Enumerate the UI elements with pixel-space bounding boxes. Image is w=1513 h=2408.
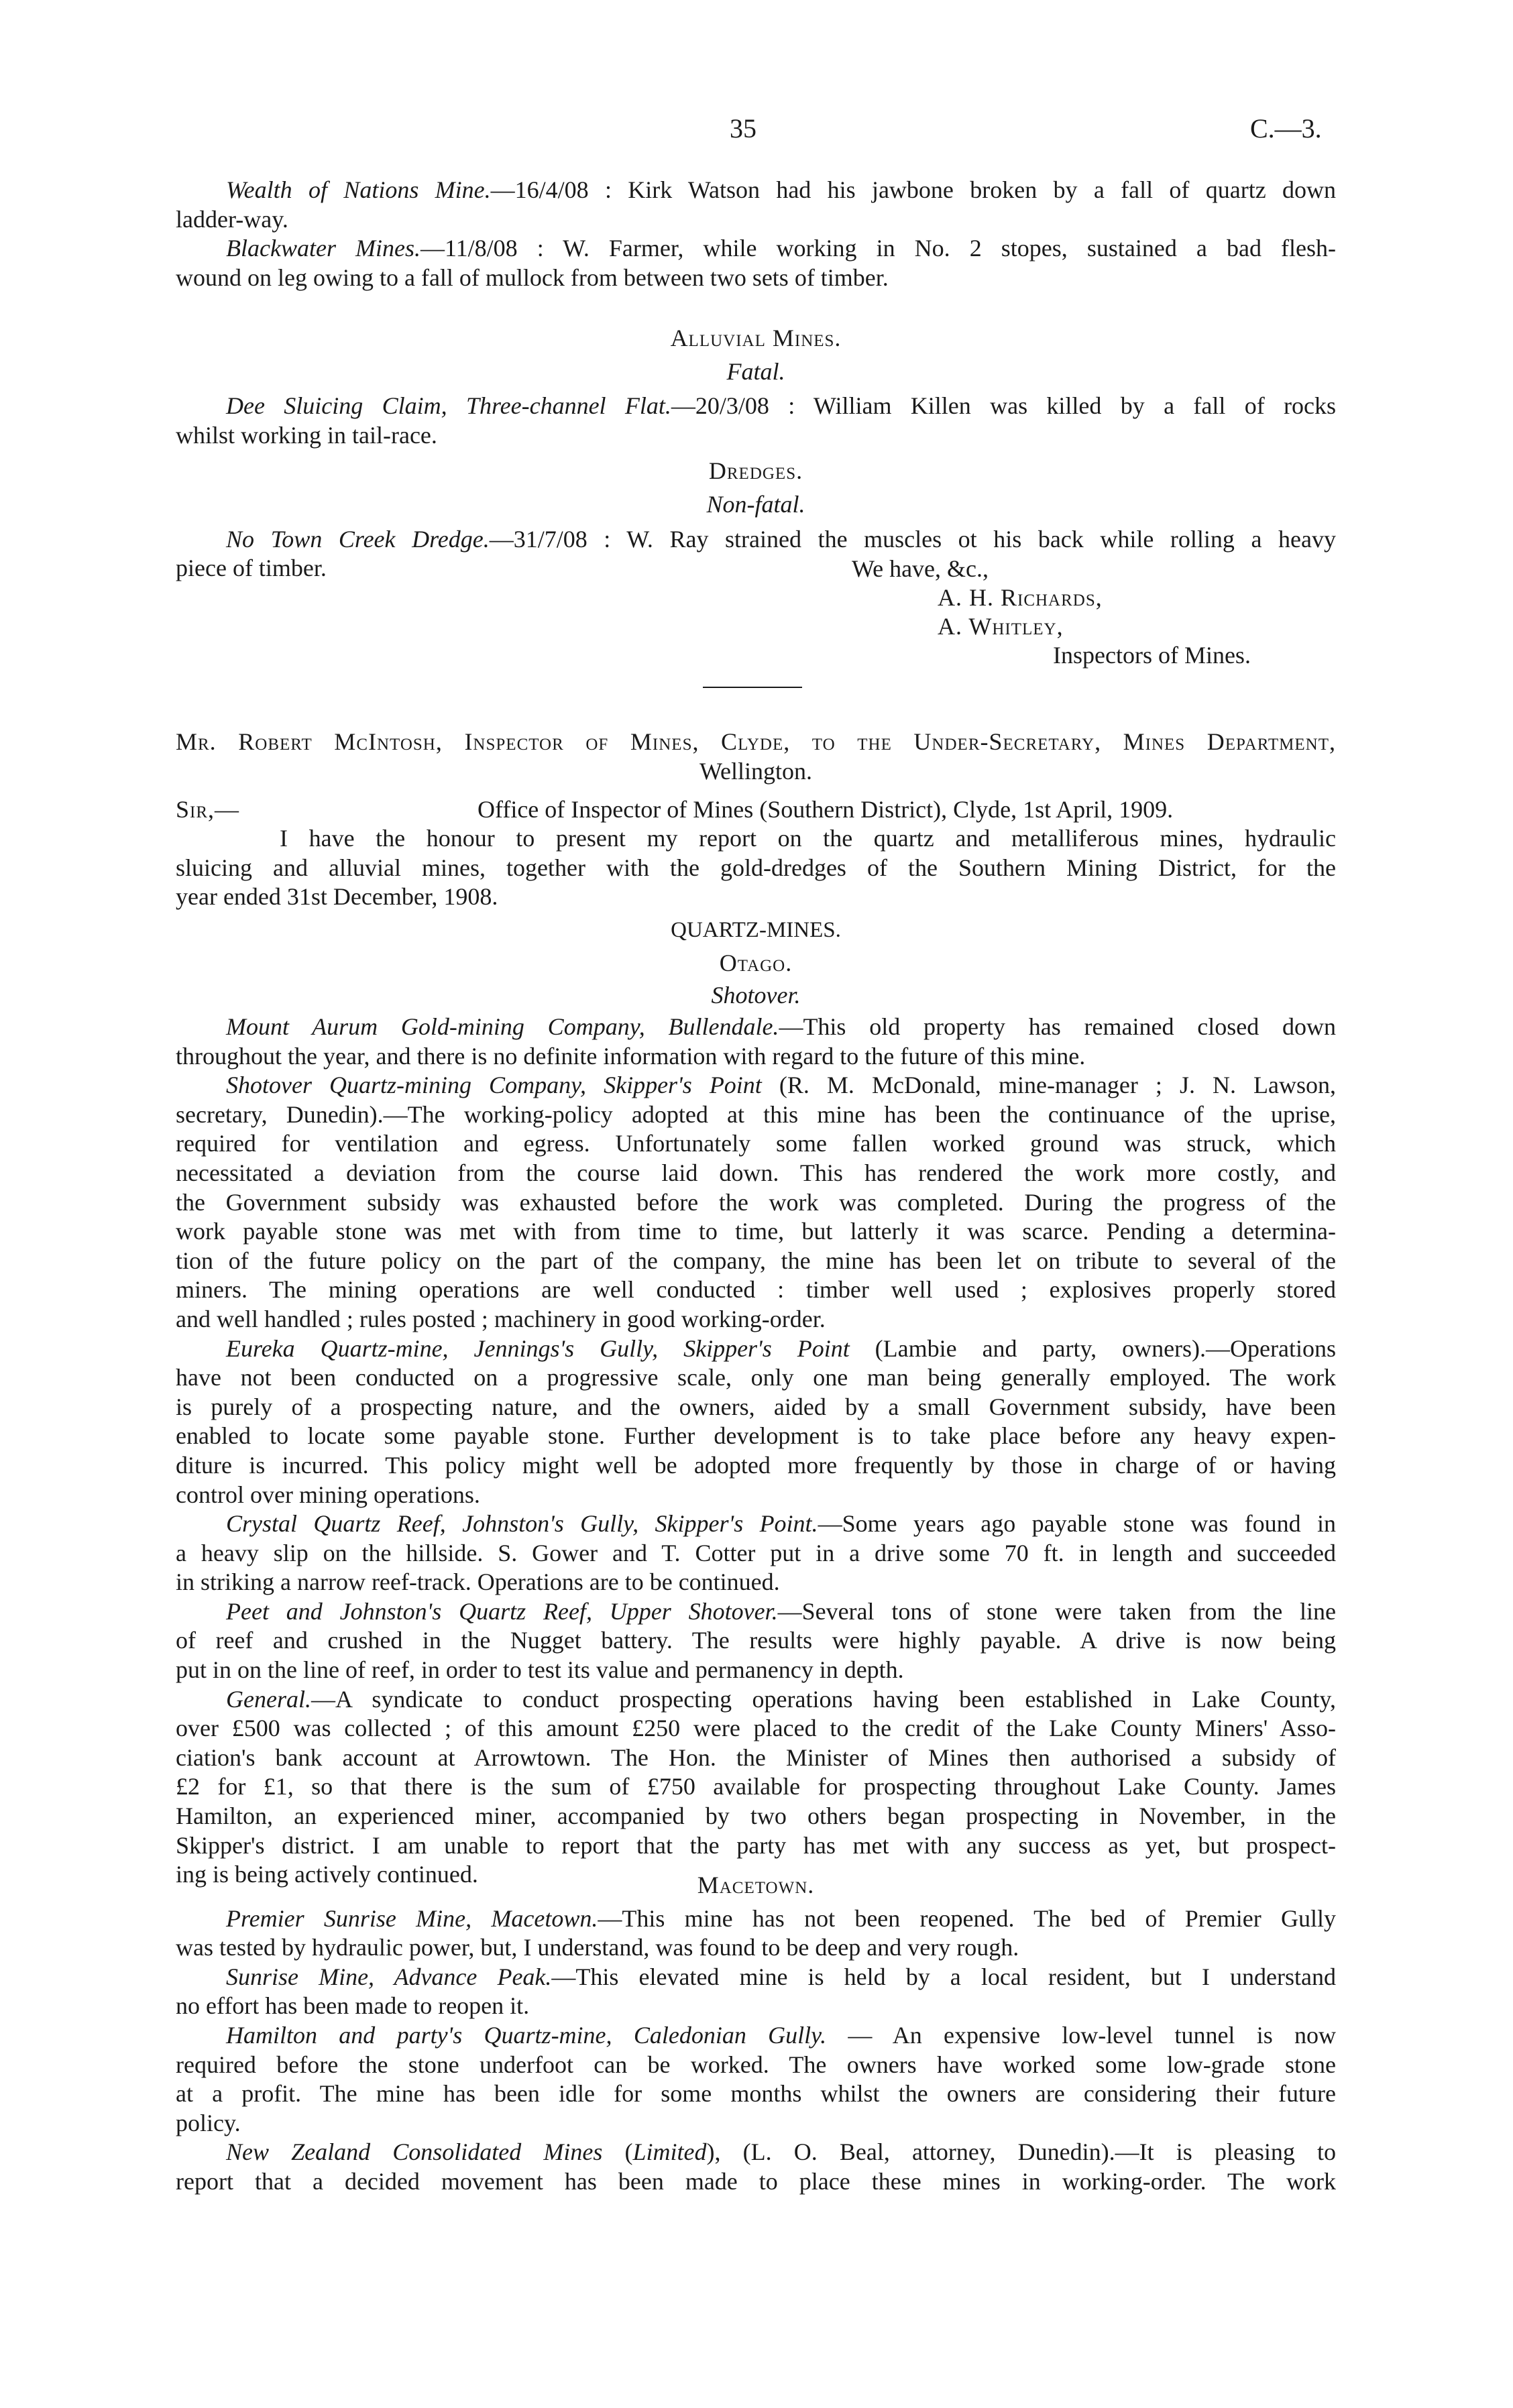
paragraph-wealth-of-nations: Wealth of Nations Mine.—16/4/08 : Kirk Watson had his jawbone broken by a fall of quartz down ladder-way. [176,176,1336,233]
letter-address-city: Wellington. [699,757,813,785]
page-number: 35 [730,113,756,144]
alluvial-section [176,324,1336,583]
paragraph-nz-consolidated: New Zealand Consolidated Mines (Limited), (L. O. Beal, attorney, Dunedin).—It is pleasing to report that a decided movement has been made to place these mines in working-order. The work [176,2138,1336,2195]
paragraph-general: General.—A syndicate to conduct prospecting operations having been established in Lake County, over £500 was collected ; of this amount £250 were placed to the credit of the Lake County Miners' Asso- ciation's bank account at Arrowtown. The Hon. the Minister of Mines then authorised a subsidy of £2 for £1, so that there is the sum of £750 available for prospecting throughout Lake County. James Hamilton, an experienced miner, accompanied by two others began prospecting in November, in the Skipper's district. I am unable to report that the party has met with any success as yet, but prospect- ing is being actively continued. [176,1685,1336,1888]
paragraph-sunrise-mine: Sunrise Mine, Advance Peak.—This elevated mine is held by a local resident, but I understand no effort has been made to reopen it. [176,1963,1336,2020]
section-heading-shotover: Shotover. [711,981,801,1009]
section-heading-alluvial: Alluvial Mines. [670,325,842,351]
paragraph-intro: I have the honour to present my report on the quartz and metalliferous mines, hydraulic sluicing and alluvial mines, together with the gold-dredges of the Southern Mining District, for the year ended 31st December, 1908. [176,825,1336,911]
signatory-richards: A. H. Richards, [938,584,1103,611]
salutation: Sir,— [176,796,240,823]
section-divider [703,687,802,688]
signatory-title: Inspectors of Mines. [1053,642,1251,669]
subheading-fatal: Fatal. [726,357,785,385]
report-reference: C.—3. [1250,113,1322,144]
paragraph-premier-sunrise: Premier Sunrise Mine, Macetown.—This mine has not been reopened. The bed of Premier Gully was tested by hydraulic power, but, I understand, was found to be deep and very rough. [176,1904,1336,1961]
office-dateline: Office of Inspector of Mines (Southern District), Clyde, 1st April, 1909. [478,796,1174,823]
paragraph-peet-johnston: Peet and Johnston's Quartz Reef, Upper Shotover.—Several tons of stone were taken from the line of reef and crushed in the Nugget battery. The results were highly payable. A drive is now being put in on the line of reef, in order to test its value and permanency in depth. [176,1597,1337,1684]
section-heading-macetown: Macetown. [697,1872,815,1898]
macetown-section [176,1871,1336,2197]
paragraph-mount-aurum: Mount Aurum Gold-mining Company, Bullendale.—This old property has remained closed down throughout the year, and there is no definite information with regard to the future of this mine. [176,1013,1336,1070]
subheading-non-fatal: Non-fatal. [706,490,805,518]
letter-address-line: Mr. Robert McIntosh, Inspector of Mines, Clyde, to the Under-Secretary, Mines Department, [176,728,1336,755]
accident-list-continued [176,176,1336,292]
shotover-section [176,1013,1336,1890]
signatory-whitley: A. Whitley, [938,613,1064,640]
paragraph-dee-sluicing: Dee Sluicing Claim, Three-channel Flat.—20/3/08 : William Killen was killed by a fall of rocks whilst working in tail-race. [176,392,1336,449]
letter-intro [176,824,1336,1011]
closing-we-have: We have, &c., [852,555,989,582]
paragraph-shotover-quartz-mining: Shotover Quartz-mining Company, Skipper's Point (R. M. McDonald, mine-manager ; J. N. Lawson, secretary, Dunedin).—The working-policy adopted at this mine has been the continuance of the uprise, required for ventilation and egress. Unfortunately some fallen worked ground was struck, which necessitated a deviation from the course laid down. This has rendered the work more costly, and the Government subsidy was exhausted before the work was completed. During the progress of the work payable stone was met with from time to time, but latterly it was scarce. Pending a determina- tion of the future policy on the part of the company, the mine has been let on tribute to several of the miners. The mining operations are well conducted : timber well used ; explosives properly stored and well handled ; rules posted ; machinery in good working-order. [176,1072,1337,1332]
paragraph-hamilton: Hamilton and party's Quartz-mine, Caledonian Gully. — An expensive low-level tunnel is now required before the stone underfoot can be worked. The owners have worked some low-grade stone at a profit. The mine has been idle for some months whilst the owners are considering their future policy. [176,2021,1336,2136]
paragraph-crystal-quartz: Crystal Quartz Reef, Johnston's Gully, Skipper's Point.—Some years ago payable stone was found in a heavy slip on the hillside. S. Gower and T. Cotter put in a drive some 70 ft. in length and succeeded in striking a narrow reef-track. Operations are to be continued. [176,1510,1336,1596]
paragraph-eureka: Eureka Quartz-mine, Jennings's Gully, Skipper's Point (Lambie and party, owners).—Operations have not been conducted on a progressive scale, only one man being generally employed. The work is purely of a prospecting nature, and the owners, aided by a small Government subsidy, have been enabled to locate some payable stone. Further development is to take place before any heavy expen- diture is incurred. This policy might well be adopted more frequently by those in charge of or having control over mining operations. [176,1334,1336,1508]
section-heading-quartz-mines: QUARTZ-MINES. [671,917,841,942]
section-heading-otago: Otago. [719,950,793,977]
section-heading-dredges: Dredges. [708,457,803,485]
paragraph-blackwater: Blackwater Mines.—11/8/08 : W. Farmer, while working in No. 2 stopes, sustained a bad flesh- wound on leg owing to a fall of mullock from between two sets of timber. [176,235,1336,291]
letter-address [176,728,1336,786]
paragraph-no-town-creek: No Town Creek Dredge.—31/7/08 : W. Ray strained the muscles ot his back while rolling a heavy piece of timber. [176,525,1336,582]
